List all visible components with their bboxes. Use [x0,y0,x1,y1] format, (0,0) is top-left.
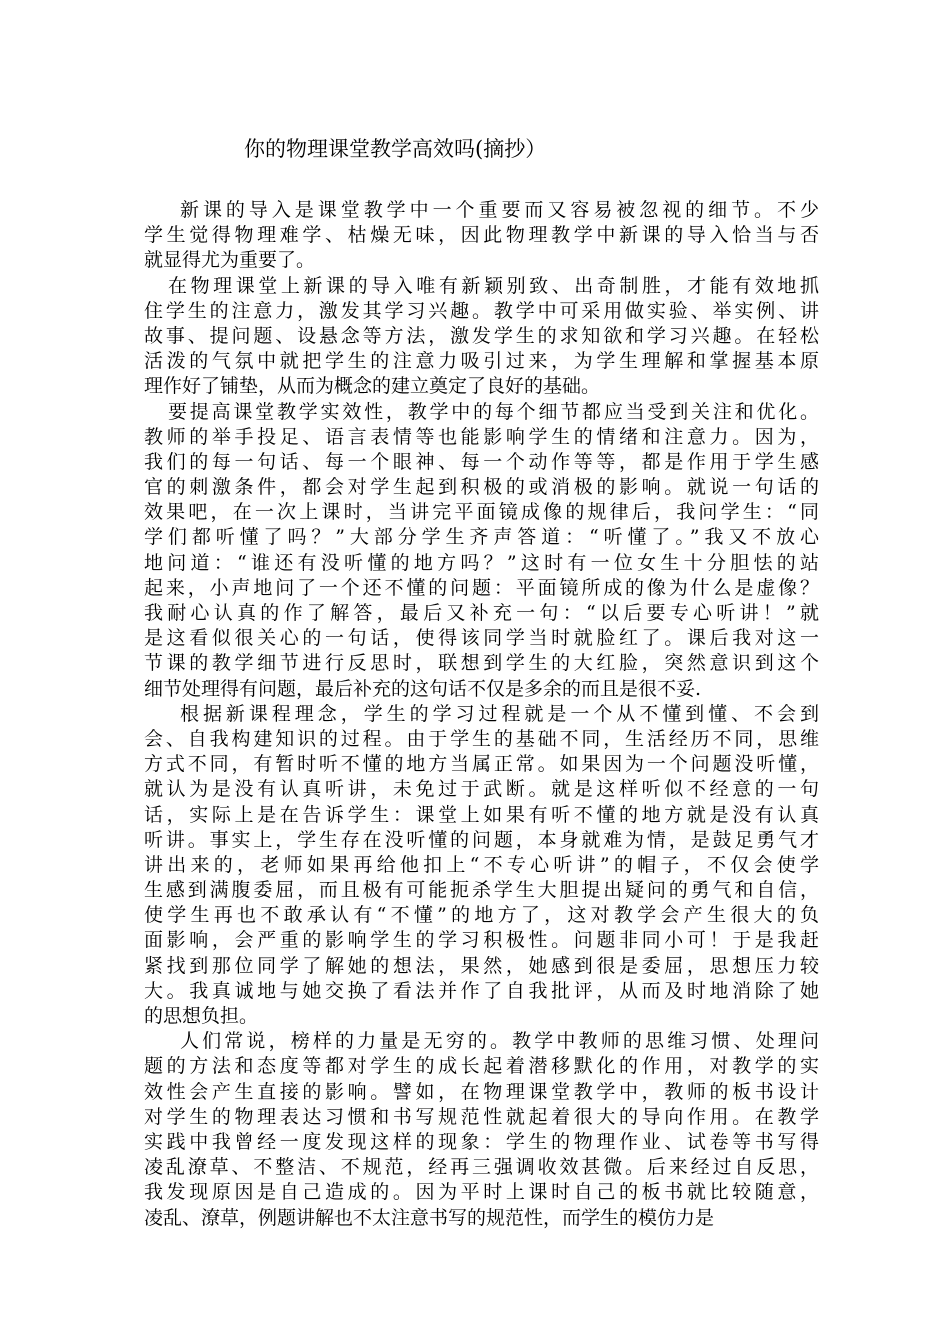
paragraph-line: 方式不同，有暂时听不懂的地方当属正常。如果因为一个问题没听懂， [144,753,819,776]
paragraph-line: 效果吧，在一次上课时，当讲完平面镜成像的规律后，我问学生：“同 [144,501,819,524]
paragraph-line: 题的方法和态度等都对学生的成长起着潜移默化的作用，对教学的实 [144,1055,819,1078]
paragraph-line: 官的刺激条件，都会对学生起到积极的或消极的影响。就说一句话的 [144,476,819,499]
paragraph-line: 就显得尤为重要了。 [144,249,316,272]
paragraph-line: 学们都听懂了吗？”大部分学生齐声答道：“听懂了。”我又不放心 [144,526,819,549]
paragraph [144,274,819,400]
paragraph-line: 对学生的物理表达习惯和书写规范性就起着很大的导向作用。在教学 [144,1105,819,1128]
paragraph-line: 我耐心认真的作了解答，最后又补充一句：“以后要专心听讲！”就 [144,602,819,624]
paragraph-line: 人们常说，榜样的力量是无穷的。教学中教师的思维习惯、处理问 [180,1030,819,1053]
paragraph-line: 使学生再也不敢承认有“不懂”的地方了，这对教学会产生很大的负 [144,904,819,927]
paragraph-line: 细节处理得有问题，最后补充的这句话不仅是多余的而且是很不妥. [144,677,702,700]
paragraph-line: 起来，小声地问了一个还不懂的问题：平面镜所成的像为什么是虚像？ [144,576,819,599]
paragraph-line: 住学生的注意力，激发其学习兴趣。教学中可采用做实验、举实例、讲 [144,299,819,322]
paragraph-line: 新课的导入是课堂教学中一个重要而又容易被忽视的细节。不少 [180,199,819,221]
paragraph-line: 话，实际上是在告诉学生：课堂上如果有听不懂的地方就是没有认真 [144,803,819,826]
paragraph-line: 我发现原因是自己造成的。因为平时上课时自己的板书就比较随意， [144,1181,819,1204]
paragraph-line: 是这看似很关心的一句话，使得该同学当时就脸红了。课后我对这一 [144,627,819,650]
paragraph-line: 凌乱、潦草，例题讲解也不太注意书写的规范性，而学生的模仿力是 [144,1206,715,1229]
paragraph-line: 面影响，会严重的影响学生的学习积极性。问题非同小可！于是我赶 [144,929,819,952]
paragraph-line: 故事、提问题、设悬念等方法，激发学生的求知欲和学习兴趣。在轻松 [144,324,819,347]
paragraph-line: 教师的举手投足、语言表情等也能影响学生的情绪和注意力。因为， [144,425,819,448]
paragraph-line: 听讲。事实上，学生存在没听懂的问题，本身就难为情，是鼓足勇气才 [144,828,819,851]
paragraph-line: 的思想负担。 [144,1005,259,1027]
paragraph-line: 地问道：“谁还有没听懂的地方吗？”这时有一位女生十分胆怯的站 [144,551,819,574]
paragraph-line: 大。我真诚地与她交换了看法并作了自我批评，从而及时地消除了她 [144,979,819,1002]
paragraph-line: 根据新课程理念，学生的学习过程就是一个从不懂到懂、不会到 [180,702,819,725]
paragraph-line: 会、自我构建知识的过程。由于学生的基础不同，生活经历不同，思维 [144,727,819,750]
paragraph-line: 就认为是没有认真听讲，未免过于武断。就是这样听似不经意的一句 [144,778,819,801]
paragraph-line: 理作好了铺垫，从而为概念的建立奠定了良好的基础。 [144,375,601,398]
paragraph-line: 学生觉得物理难学、枯燥无味，因此物理教学中新课的导入恰当与否 [144,224,819,247]
paragraph-line: 讲出来的，老师如果再给他扣上“不专心听讲”的帽子，不仅会使学 [144,853,819,876]
paragraph-line: 效性会产生直接的影响。譬如，在物理课堂教学中，教师的板书设计 [144,1080,819,1103]
paragraph [144,400,819,702]
paragraph-line: 要提高课堂教学实效性，教学中的每个细节都应当受到关注和优化。 [168,400,819,423]
document-title: 你的物理课堂教学高效吗(摘抄） [244,137,547,161]
paragraph-line: 紧找到那位同学了解她的想法，果然，她感到很是委屈，思想压力较 [144,954,819,977]
paragraph-line: 实践中我曾经一度发现这样的现象：学生的物理作业、试卷等书写得 [144,1130,819,1153]
paragraph [144,702,819,1029]
document-body [144,198,819,1231]
paragraph [144,1029,819,1231]
paragraph [144,198,819,274]
paragraph-line: 节课的教学细节进行反思时，联想到学生的大红脸，突然意识到这个 [144,652,819,675]
paragraph-line: 活泼的气氛中就把学生的注意力吸引过来，为学生理解和掌握基本原 [144,350,819,373]
paragraph-line: 生感到满腹委屈，而且极有可能扼杀学生大胆提出疑问的勇气和自信， [144,879,819,902]
paragraph-line: 我们的每一句话、每一个眼神、每一个动作等等，都是作用于学生感 [144,450,819,473]
paragraph-line: 在物理课堂上新课的导入唯有新颖别致、出奇制胜，才能有效地抓 [168,274,819,297]
paragraph-line: 凌乱潦草、不整洁、不规范，经再三强调收效甚微。后来经过自反思， [144,1156,819,1179]
